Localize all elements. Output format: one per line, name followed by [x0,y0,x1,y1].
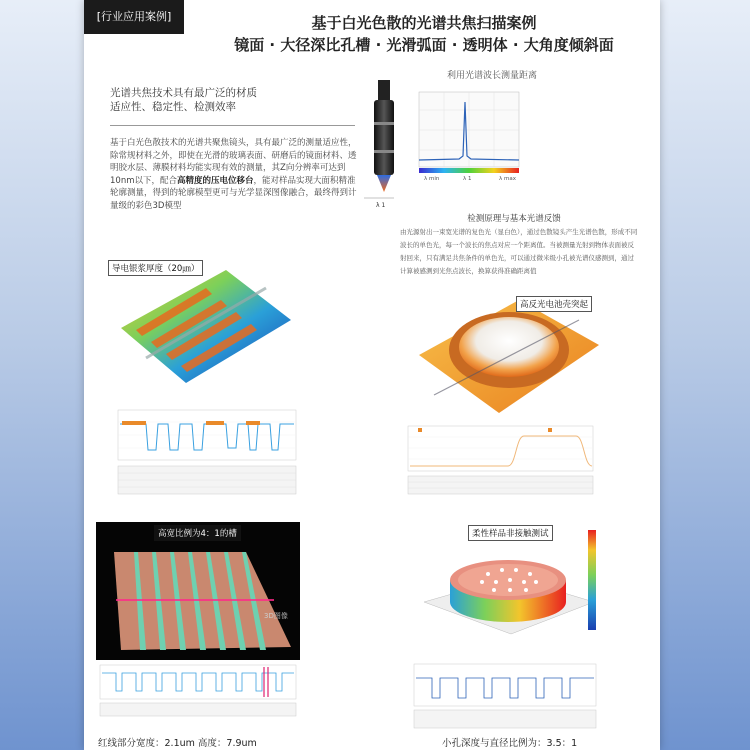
battery-shell-3d-image [414,295,604,420]
flexible-sample-3d-image [416,522,601,657]
confocal-probe-diagram [364,80,524,210]
principle-text: 由光源射出一束宽光谱的复色光（显白色），通过色散镜头产生光谱色散，形成不同波长的单色光，每一个波长的焦点对应一个距离值。当被测量光射到物体表面被反射回来，只有满足共焦条件的单色光，可以通过微米级小孔被光谱仪感测到，通过计算被感测到光焦点波长，换算获得准确距离值 [400,228,638,275]
slots-caption: 红线部分宽度：2.1um 高度：7.9um [98,738,257,749]
page-title: 基于白光色散的光谱共焦扫描案例 [311,14,537,32]
silver-paste-profile-chart [106,402,301,497]
page-subtitle: 镜面 · 大径深比孔槽 · 光滑弧面 · 透明体 · 大角度倾斜面 [234,36,614,54]
panel-silver-paste-label: 导电银浆厚度（20㎛） [108,260,203,276]
slots-3d-watermark: 3D图像 [264,612,288,620]
intro-subtitle [110,86,350,114]
flexible-sample-profile-chart [410,662,600,730]
divider [110,125,355,126]
probe-label: λ 1 [376,202,386,209]
flexible-sample-caption: 小孔深度与直径比例为：3.5：1 [442,738,578,749]
intro-body-text: 基于白光色散技术的光谱共聚焦镜头，具有最广泛的测量适应性，除常规材料之外，即使在光滑的玻璃表面、研磨后的镜面材料、透明胶水层、薄膜材料均能实现有效的测量，其Z向分辨率可达到10nm以下，配合 [110,138,357,186]
silver-paste-3d-image [106,258,296,398]
slots-3d-image [96,522,300,660]
lambda-1-label: λ 1 [463,176,472,182]
intro-subtitle-line2: 适应性、稳定性、检测效率 [110,101,236,113]
intro-body [110,137,358,212]
battery-shell-profile-chart [398,422,598,497]
panel-slots-label: 高宽比例为4：1的槽 [154,525,241,541]
wavelength-chart-title: 利用光谱波长测量距离 [446,71,537,81]
lambda-min-label: λ min [424,176,440,182]
intro-body-highlight: 高精度的压电位移台 [176,175,254,186]
category-tag: [行业应用案例] [84,0,184,34]
intro-body-text-end: ，能对样品实现大面积精准轮廓测量，得到的轮廓模型更可与光学显深图像融合，最终得到计量级的彩色3D模型 [110,175,357,211]
slots-profile-chart [96,663,300,718]
lambda-max-label: λ max [499,176,516,182]
principle-title: 检测原理与基本光谱反馈 [467,214,561,224]
document-page [84,0,660,750]
intro-subtitle-line1: 光谱共焦技术具有最广泛的材质 [110,87,257,99]
panel-flexible-sample-label: 柔性样品非接触测试 [468,525,553,541]
panel-battery-shell-label: 高反光电池壳突起 [516,296,592,312]
